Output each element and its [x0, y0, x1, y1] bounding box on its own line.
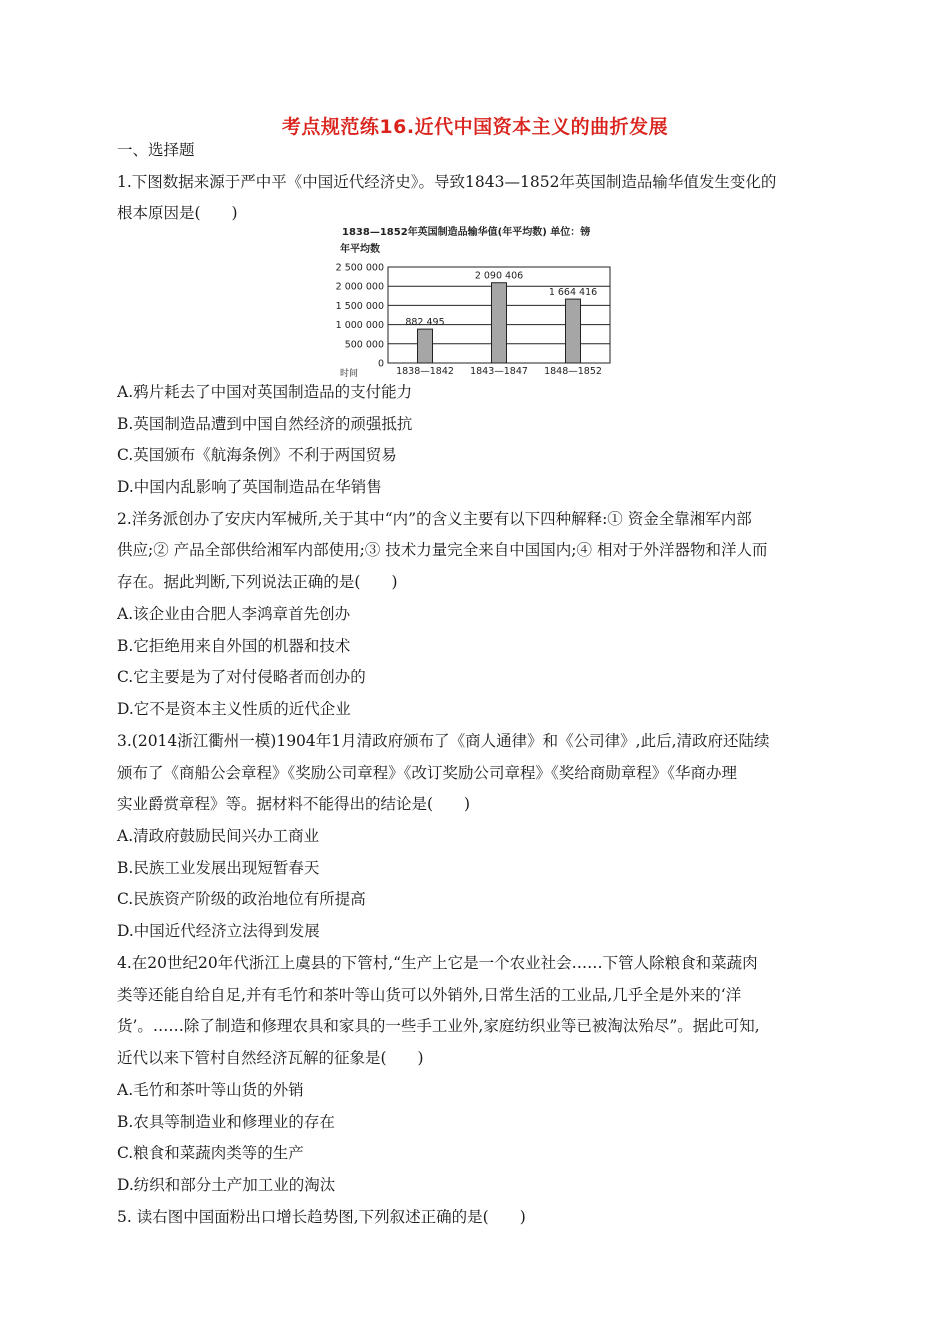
bar	[492, 283, 507, 363]
question-4-option-b: B.农具等制造业和修理业的存在	[117, 1113, 335, 1131]
y-tick-label: 500 000	[344, 339, 384, 351]
question-1-option-b: B.英国制造品遭到中国自然经济的顽强抵抗	[117, 415, 413, 433]
question-2-option-a: A.该企业由合肥人李鸿章首先创办	[117, 605, 351, 623]
question-3-stem-line: 3.(2014浙江衢州一模)1904年1月清政府颁布了《商人通律》和《公司律》,此后,清政府还陆续	[117, 732, 770, 750]
x-tick-label: 1843—1847	[470, 366, 528, 377]
bar	[418, 329, 433, 363]
question-4-option-d: D.纺织和部分土产加工业的淘汰	[117, 1176, 336, 1194]
chart-x-axis-label: 时间	[340, 369, 359, 379]
question-1-stem-line: 根本原因是( )	[117, 204, 238, 222]
bar-chart-svg	[326, 222, 626, 382]
question-2-option-d: D.它不是资本主义性质的近代企业	[117, 700, 351, 718]
question-4-stem-line: 4.在20世纪20年代浙江上虞县的下管村,“生产上它是一个农业社会……下管人除粮食和菜蔬肉	[117, 954, 758, 972]
question-3-option-a: A.清政府鼓励民间兴办工商业	[117, 827, 320, 845]
question-1-stem-line: 1.下图数据来源于严中平《中国近代经济史》。导致1843—1852年英国制造品输华值发生变化的	[117, 173, 777, 191]
y-tick-label: 1 000 000	[335, 320, 384, 332]
question-2-stem-line: 存在。据此判断,下列说法正确的是( )	[117, 573, 398, 591]
x-tick-label: 1848—1852	[544, 366, 602, 377]
question-4-option-a: A.毛竹和茶叶等山货的外销	[117, 1081, 304, 1099]
x-tick-label: 1838—1842	[396, 366, 454, 377]
question-4-stem-line: 类等还能自给自足,并有毛竹和茶叶等山货可以外销外,日常生活的工业品,几乎全是外来的‘洋	[117, 986, 742, 1004]
question-2-option-c: C.它主要是为了对付侵略者而创办的	[117, 668, 366, 686]
question-2-stem-line: 2.洋务派创办了安庆内军械所,关于其中“内”的含义主要有以下四种解释:① 资金全靠湘军内部	[117, 510, 752, 528]
section-heading: 一、选择题	[117, 141, 195, 159]
export-value-bar-chart	[326, 222, 626, 382]
y-tick-label: 2 500 000	[335, 262, 384, 274]
chart-title: 1838—1852年英国制造品输华值(年平均数) 单位：镑	[342, 227, 591, 238]
question-1-option-c: C.英国颁布《航海条例》不利于两国贸易	[117, 446, 397, 464]
question-1-option-a: A.鸦片耗去了中国对英国制造品的支付能力	[117, 383, 413, 401]
y-tick-label: 1 500 000	[335, 300, 384, 312]
question-4-stem-line: 近代以来下管村自然经济瓦解的征象是( )	[117, 1049, 424, 1067]
page-title: 考点规范练16.近代中国资本主义的曲折发展	[281, 116, 669, 138]
question-4-option-c: C.粮食和菜蔬肉类等的生产	[117, 1144, 304, 1162]
question-2-option-b: B.它拒绝用来自外国的机器和技术	[117, 637, 351, 655]
bar-value-label: 1 664 416	[548, 287, 598, 299]
question-3-option-d: D.中国近代经济立法得到发展	[117, 922, 320, 940]
bar-value-label: 882 495	[405, 317, 445, 329]
question-5-stem-line: 5. 读右图中国面粉出口增长趋势图,下列叙述正确的是( )	[117, 1208, 526, 1226]
y-tick-label: 2 000 000	[335, 281, 384, 293]
y-tick-label: 0	[377, 358, 384, 370]
question-1-option-d: D.中国内乱影响了英国制造品在华销售	[117, 478, 382, 496]
bar	[566, 299, 581, 363]
question-3-stem-line: 实业爵赏章程》等。据材料不能得出的结论是( )	[117, 795, 471, 813]
question-3-option-b: B.民族工业发展出现短暂春天	[117, 859, 320, 877]
question-4-stem-line: 货’。……除了制造和修理农具和家具的一些手工业外,家庭纺织业等已被淘汰殆尽”。据此可知,	[117, 1017, 760, 1035]
bar-value-label: 2 090 406	[474, 270, 524, 282]
question-3-option-c: C.民族资产阶级的政治地位有所提高	[117, 890, 366, 908]
question-3-stem-line: 颁布了《商船公会章程》《奖励公司章程》《改订奖励公司章程》《奖给商勋章程》《华商办理	[117, 764, 738, 782]
chart-y-axis-label: 年平均数	[340, 244, 380, 255]
question-2-stem-line: 供应;② 产品全部供给湘军内部使用;③ 技术力量完全来自中国国内;④ 相对于外洋器物和洋人而	[117, 541, 768, 559]
